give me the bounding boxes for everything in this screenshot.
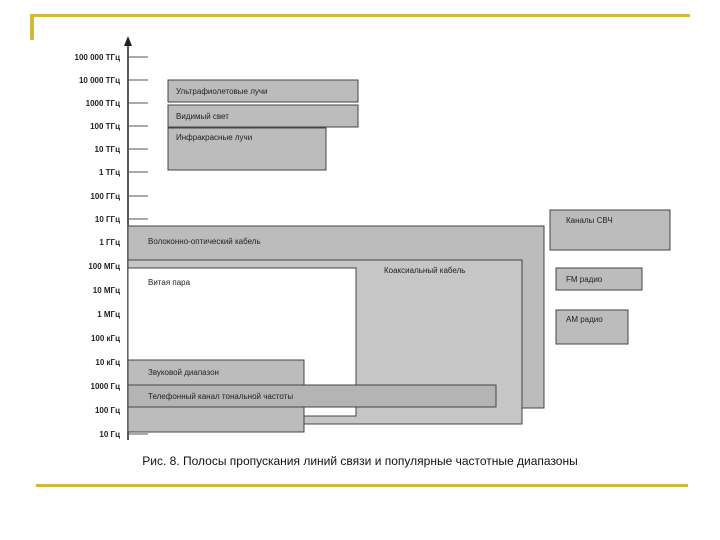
- axis-tick-label: 10 000 ТГц: [78, 76, 120, 85]
- figure-caption: Рис. 8. Полосы пропускания линий связи и популярные частотные диапазоны: [142, 454, 578, 468]
- axis-tick-label: 10 МГц: [92, 286, 120, 295]
- axis-tick-label: 100 кГц: [90, 334, 120, 343]
- axis-tick-label: 1000 ТГц: [85, 99, 120, 108]
- band-am-radio-label: AM радио: [566, 315, 603, 324]
- axis-tick-label: 1 МГц: [97, 310, 120, 319]
- slide-frame-accent-top: [30, 14, 690, 17]
- band-voice-channel-label: Телефонный канал тональной частоты: [148, 392, 294, 401]
- band-infrared-label: Инфракрасные лучи: [176, 133, 253, 142]
- band-audio-range-label: Звуковой диапазон: [148, 368, 219, 377]
- band-ultraviolet-label: Ультрафиолетовые лучи: [176, 87, 268, 96]
- axis-tick-label: 10 ГГц: [94, 215, 120, 224]
- band-coaxial-cable-label: Коаксиальный кабель: [384, 266, 466, 275]
- axis-tick-label: 10 ТГц: [94, 145, 120, 154]
- frequency-diagram-canvas: [36, 30, 672, 442]
- frequency-diagram: [36, 30, 672, 442]
- band-microwave-label: Каналы СВЧ: [566, 216, 613, 225]
- band-fiber-optic-label: Волоконно-оптический кабель: [148, 237, 261, 246]
- band-fm-radio-label: FM радио: [566, 275, 603, 284]
- slide-frame-accent-vertical: [30, 14, 34, 40]
- axis-tick-label: 100 ГГц: [90, 192, 120, 201]
- axis-tick-label: 1000 Гц: [90, 382, 120, 391]
- axis-tick-label: 10 Гц: [99, 430, 120, 439]
- axis-tick-label: 1 ТГц: [98, 168, 120, 177]
- axis-tick-labels: [75, 53, 121, 439]
- band-twisted-pair-label: Витая пара: [148, 278, 191, 287]
- axis-tick-label: 100 000 ТГц: [74, 53, 120, 62]
- axis-tick-label: 100 ТГц: [90, 122, 120, 131]
- axis-tick-label: 1 ГГц: [99, 238, 120, 247]
- band-visible-light-label: Видимый свет: [176, 112, 229, 121]
- axis-tick-label: 100 МГц: [88, 262, 120, 271]
- slide-frame-accent-bottom: [36, 484, 688, 487]
- axis-arrow-icon: [124, 36, 132, 46]
- axis-tick-label: 10 кГц: [95, 358, 120, 367]
- axis-tick-label: 100 Гц: [94, 406, 120, 415]
